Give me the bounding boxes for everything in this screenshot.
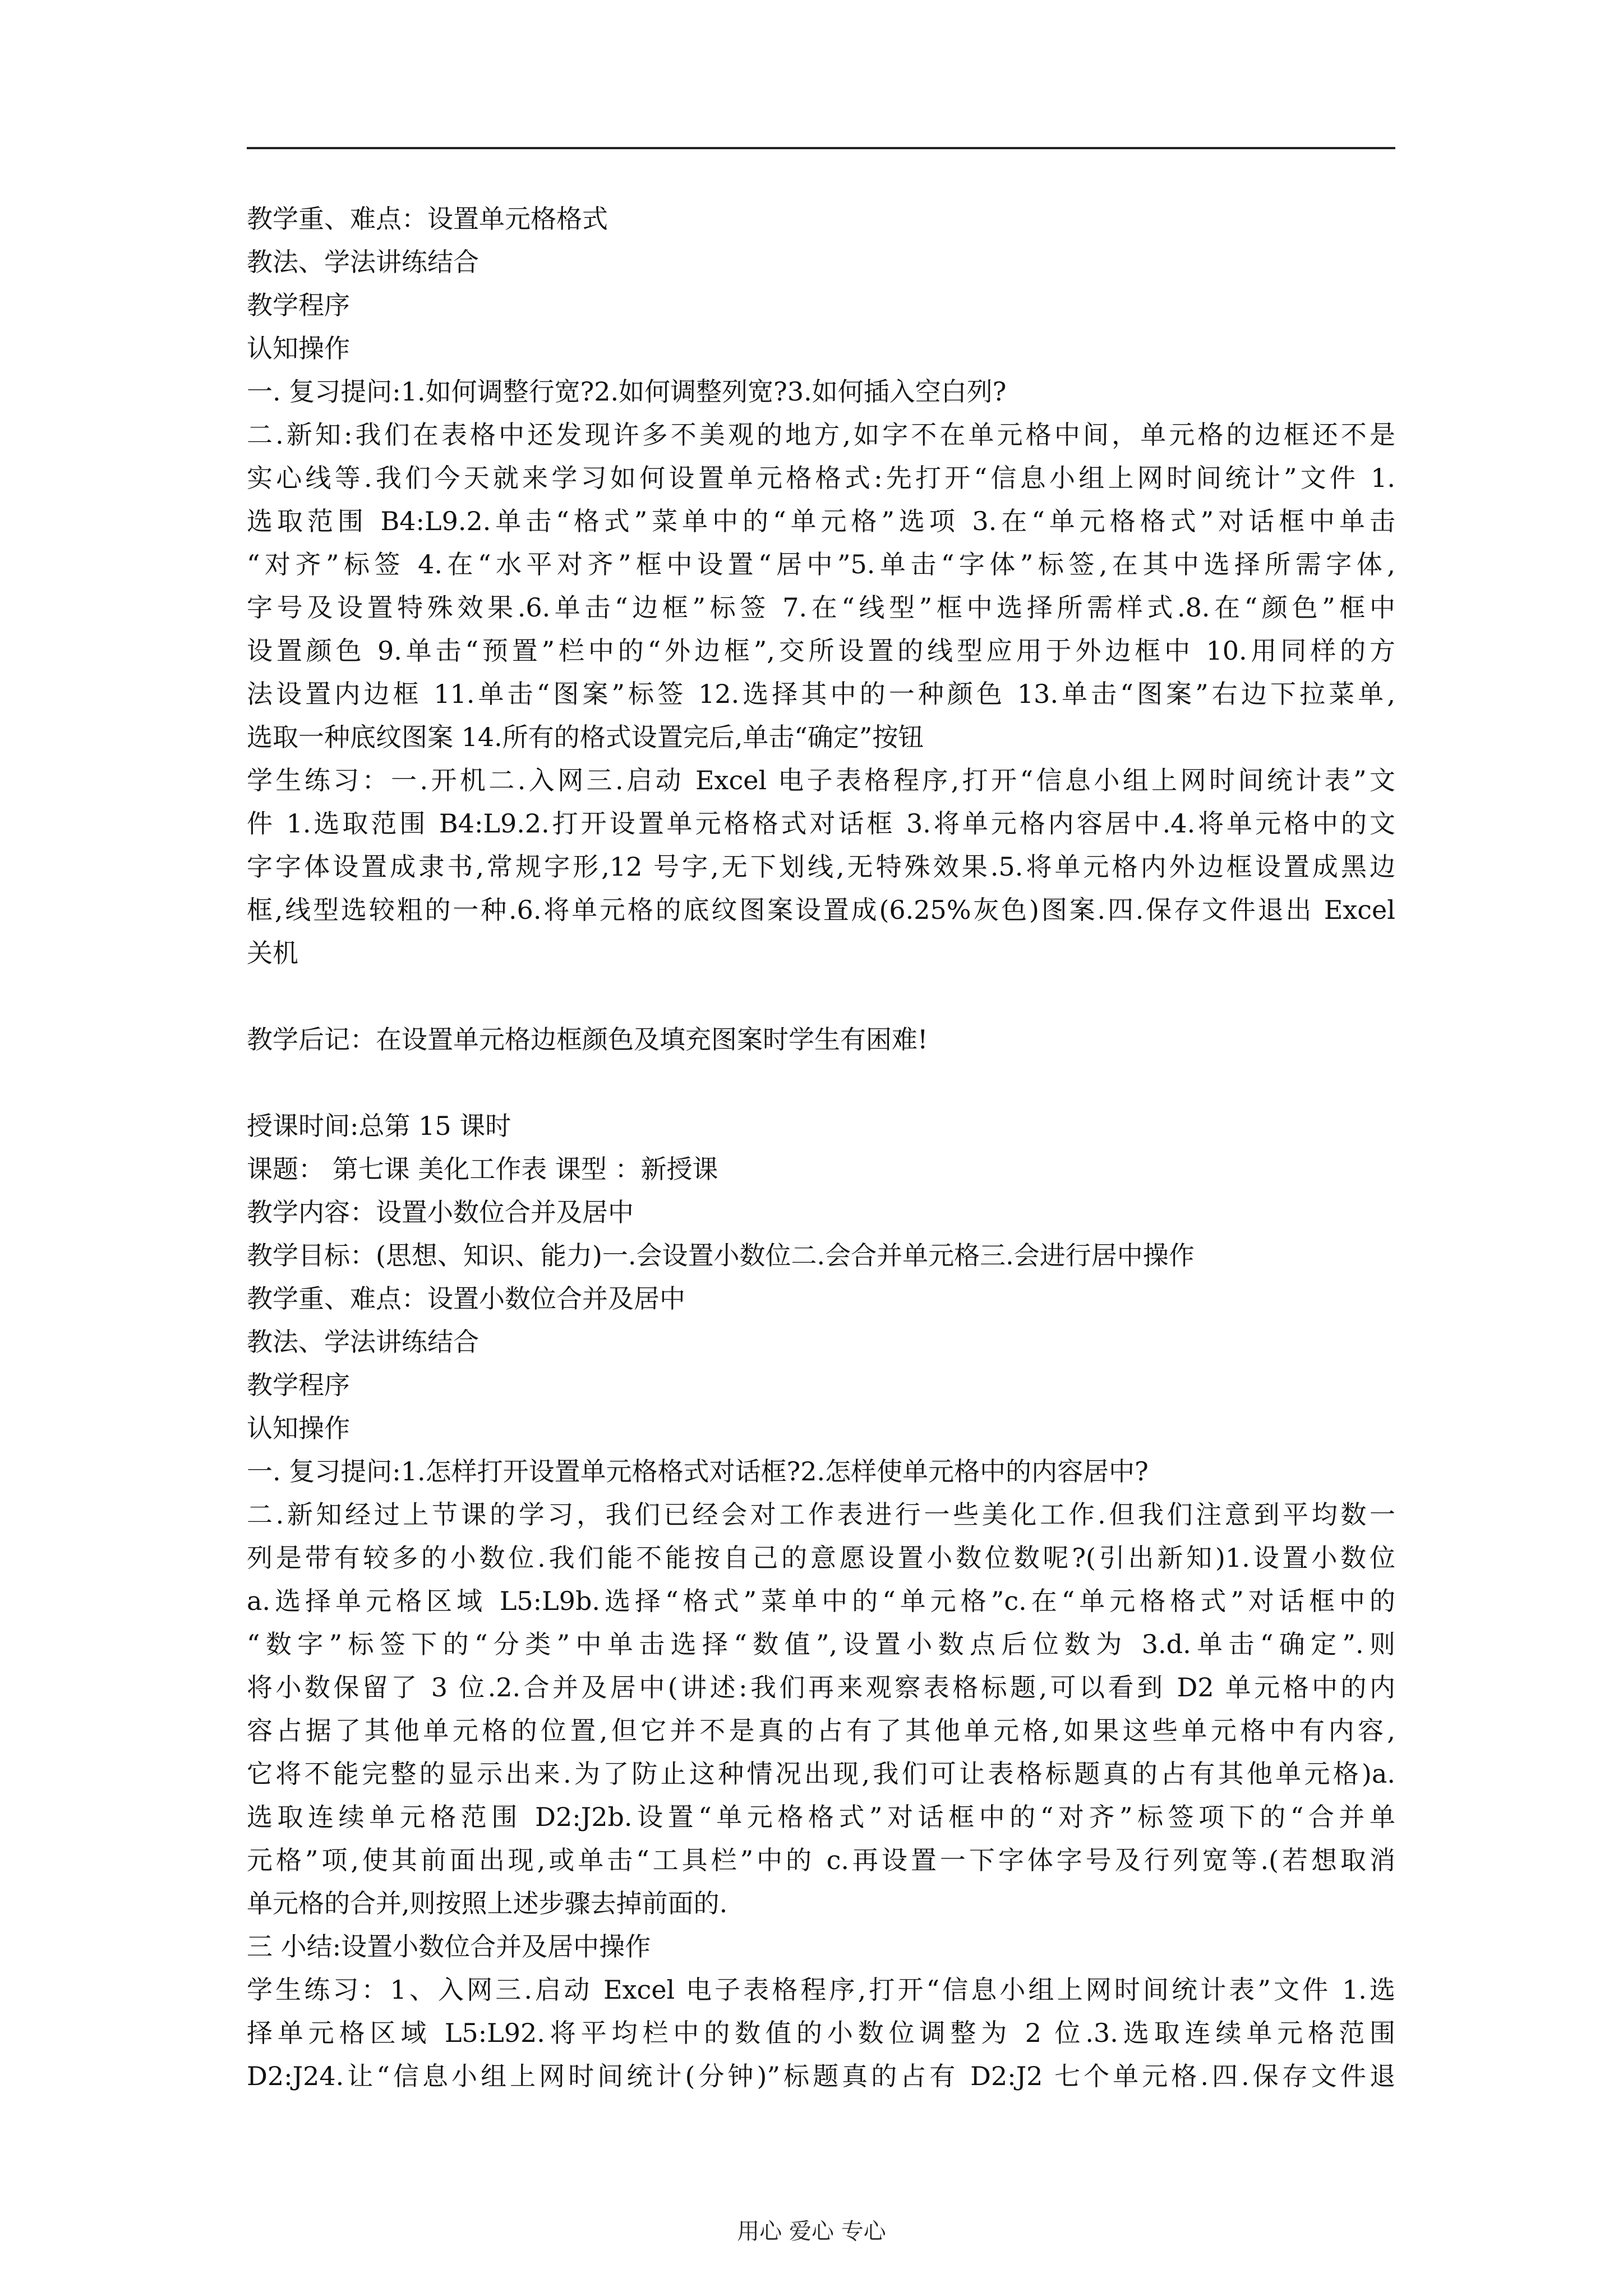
text-line: 框,线型选较粗的一种.6.将单元格的底纹图案设置成(6.25%灰色)图案.四.保存文件退出 Excel <box>247 895 1395 925</box>
text-line: 认知操作 <box>247 333 350 364</box>
text-line: D2:J24.让“信息小组上网时间统计(分钟)”标题真的占有 D2:J2 七个单元格.四.保存文件退 <box>247 2061 1395 2091</box>
text-line: 设置颜色 9.单击“预置”栏中的“外边框”,交所设置的线型应用于外边框中 10.用同样的方 <box>247 636 1395 666</box>
text-line: 实心线等.我们今天就来学习如何设置单元格格式:先打开“信息小组上网时间统计”文件 1. <box>247 463 1395 493</box>
text-line: 容占据了其他单元格的位置,但它并不是真的占有了其他单元格,如果这些单元格中有内容, <box>247 1715 1395 1746</box>
text-line: 教法、学法讲练结合 <box>247 247 479 277</box>
document-body <box>247 197 1395 2098</box>
text-line: 教学重、难点：设置小数位合并及居中 <box>247 1283 685 1314</box>
text-line: 二.新知经过上节课的学习，我们已经会对工作表进行一些美化工作.但我们注意到平均数一 <box>247 1499 1395 1530</box>
text-line: 择单元格区域 L5:L92.将平均栏中的数值的小数位调整为 2 位.3.选取连续单元格范围 <box>247 2018 1395 2048</box>
text-line: “数字”标签下的“分类”中单击选择“数值”,设置小数点后位数为 3.d.单击“确定”.则 <box>247 1629 1395 1659</box>
text-line: 选取范围 B4:L9.2.单击“格式”菜单中的“单元格”选项 3.在“单元格格式”对话框中单击 <box>247 506 1395 536</box>
text-line: 二.新知:我们在表格中还发现许多不美观的地方,如字不在单元格中间，单元格的边框还不是 <box>247 420 1395 450</box>
page-footer: 用心 爱心 专心 <box>737 2219 886 2244</box>
text-line: 它将不能完整的显示出来.为了防止这种情况出现,我们可让表格标题真的占有其他单元格)a. <box>247 1759 1395 1789</box>
text-line: 一. 复习提问:1.怎样打开设置单元格格式对话框?2.怎样使单元格中的内容居中? <box>247 1456 1149 1487</box>
text-line: 教学程序 <box>247 290 350 320</box>
header-rule <box>247 147 1395 149</box>
text-line: 教法、学法讲练结合 <box>247 1327 479 1357</box>
blank-line <box>247 1061 1395 1105</box>
text-line: 件 1.选取范围 B4:L9.2.打开设置单元格格式对话框 3.将单元格内容居中.4.将单元格中的文 <box>247 808 1395 839</box>
text-line: 字号及设置特殊效果.6.单击“边框”标签 7.在“线型”框中选择所需样式.8.在“颜色”框中 <box>247 592 1395 623</box>
text-line: 教学重、难点：设置单元格格式 <box>247 204 608 234</box>
text-line: 字字体设置成隶书,常规字形,12 号字,无下划线,无特殊效果.5.将单元格内外边框设置成黑边 <box>247 852 1395 882</box>
text-line: 学生练习：1、入网三.启动 Excel 电子表格程序,打开“信息小组上网时间统计表”文件 1.选 <box>247 1975 1395 2005</box>
text-line: 教学目标：(思想、知识、能力)一.会设置小数位二.会合并单元格三.会进行居中操作 <box>247 1240 1195 1271</box>
text-line: 选取连续单元格范围 D2:J2b.设置“单元格格式”对话框中的“对齐”标签项下的“合并单 <box>247 1802 1395 1832</box>
text-line: 将小数保留了 3 位.2.合并及居中(讲述:我们再来观察表格标题,可以看到 D2 单元格中的内 <box>247 1672 1395 1703</box>
text-line: 法设置内边框 11.单击“图案”标签 12.选择其中的一种颜色 13.单击“图案”右边下拉菜单, <box>247 679 1395 709</box>
text-line: 教学内容：设置小数位合并及居中 <box>247 1197 634 1227</box>
text-line: 学生练习：一.开机二.入网三.启动 Excel 电子表格程序,打开“信息小组上网时间统计表”文 <box>247 765 1395 795</box>
text-line: a.选择单元格区域 L5:L9b.选择“格式”菜单中的“单元格”c.在“单元格格式”对话框中的 <box>247 1586 1395 1616</box>
text-line: 教学后记：在设置单元格边框颜色及填充图案时学生有困难! <box>247 1024 928 1055</box>
text-line: 一. 复习提问:1.如何调整行宽?2.如何调整列宽?3.如何插入空白列? <box>247 376 1007 407</box>
text-line: 教学程序 <box>247 1370 350 1400</box>
text-line: 三 小结:设置小数位合并及居中操作 <box>247 1931 651 1962</box>
text-line: 授课时间:总第 15 课时 <box>247 1111 511 1141</box>
text-line: 单元格的合并,则按照上述步骤去掉前面的. <box>247 1888 728 1918</box>
blank-line <box>247 975 1395 1018</box>
text-line: 认知操作 <box>247 1413 350 1443</box>
text-line: 列是带有较多的小数位.我们能不能按自己的意愿设置小数位数呢?(引出新知)1.设置小数位 <box>247 1543 1395 1573</box>
text-line: “对齐”标签 4.在“水平对齐”框中设置“居中”5.单击“字体”标签,在其中选择所需字体, <box>247 549 1395 579</box>
text-line: 课题： 第七课 美化工作表 课型 ：新授课 <box>247 1154 718 1184</box>
text-line: 关机 <box>247 938 298 968</box>
text-line: 选取一种底纹图案 14.所有的格式设置完后,单击“确定”按钮 <box>247 722 924 752</box>
text-line: 元格”项,使其前面出现,或单击“工具栏”中的 c.再设置一下字体字号及行列宽等.(若想取消 <box>247 1845 1395 1875</box>
